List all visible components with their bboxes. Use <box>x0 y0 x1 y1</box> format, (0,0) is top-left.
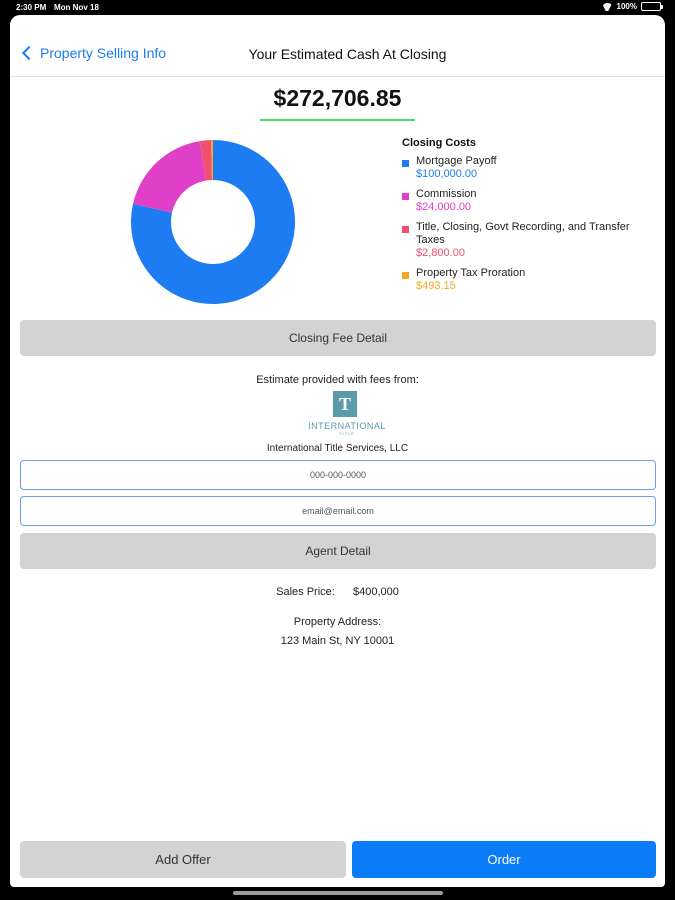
legend-item-property-tax-proration <box>402 267 652 293</box>
back-button-label: Property Selling Info <box>40 45 167 61</box>
add-offer-button[interactable]: Add Offer <box>20 841 346 878</box>
legend-value: $493.15 <box>416 280 456 292</box>
legend-value: $2,800.00 <box>416 247 465 259</box>
legend-item-mortgage-payoff <box>402 155 652 181</box>
home-indicator <box>233 891 443 895</box>
donut-slice-1 <box>133 141 206 213</box>
modal-sheet <box>10 15 665 887</box>
status-bar <box>0 0 675 15</box>
provider-intro: Estimate provided with fees from: <box>256 374 419 386</box>
battery-icon <box>641 2 661 11</box>
property-address-value: 123 Main St, NY 10001 <box>280 635 395 647</box>
agent-detail-button[interactable]: Agent Detail <box>20 533 656 569</box>
legend-label: Title, Closing, Govt Recording, and Transfer Taxes <box>416 221 630 246</box>
navigation-bar <box>10 15 665 77</box>
estimated-cash-amount: $272,706.85 <box>273 85 402 111</box>
battery-percent: 100% <box>616 2 637 11</box>
email-input[interactable] <box>20 496 656 526</box>
logo-mark-icon: T <box>333 391 357 417</box>
sales-price-value: $400,000 <box>352 586 399 598</box>
legend-value: $100,000.00 <box>416 168 478 180</box>
legend-swatch <box>402 193 409 200</box>
phone-input[interactable] <box>20 460 656 490</box>
status-right <box>602 2 661 11</box>
legend-item-title-closing-taxes <box>402 221 652 260</box>
legend-swatch <box>402 272 409 279</box>
sales-price-label: Sales Price: <box>276 586 335 598</box>
logo-wordmark: INTERNATIONAL <box>308 421 386 431</box>
closing-costs-legend <box>402 137 652 300</box>
provider-logo <box>292 391 388 439</box>
legend-item-commission <box>402 188 652 214</box>
legend-swatch <box>402 160 409 167</box>
wifi-icon <box>602 3 613 11</box>
legend-label: Mortgage Payoff <box>416 155 497 167</box>
closing-fee-detail-button[interactable]: Closing Fee Detail <box>20 320 656 356</box>
status-time: 2:30 PM <box>16 3 47 12</box>
legend-label: Property Tax Proration <box>416 267 526 279</box>
legend-value: $24,000.00 <box>416 201 472 213</box>
logo-subword: TITLE <box>339 431 355 436</box>
page-title: Your Estimated Cash At Closing <box>248 46 447 62</box>
legend-title: Closing Costs <box>402 137 476 149</box>
closing-costs-donut-chart <box>130 139 296 305</box>
sales-price-row <box>10 586 665 598</box>
status-date: Mon Nov 18 <box>54 3 99 12</box>
property-address-label: Property Address: <box>293 616 382 628</box>
provider-name: International Title Services, LLC <box>266 443 409 454</box>
legend-swatch <box>402 226 409 233</box>
legend-label: Commission <box>416 188 477 200</box>
amount-underline <box>260 119 415 121</box>
order-button[interactable]: Order <box>352 841 656 878</box>
